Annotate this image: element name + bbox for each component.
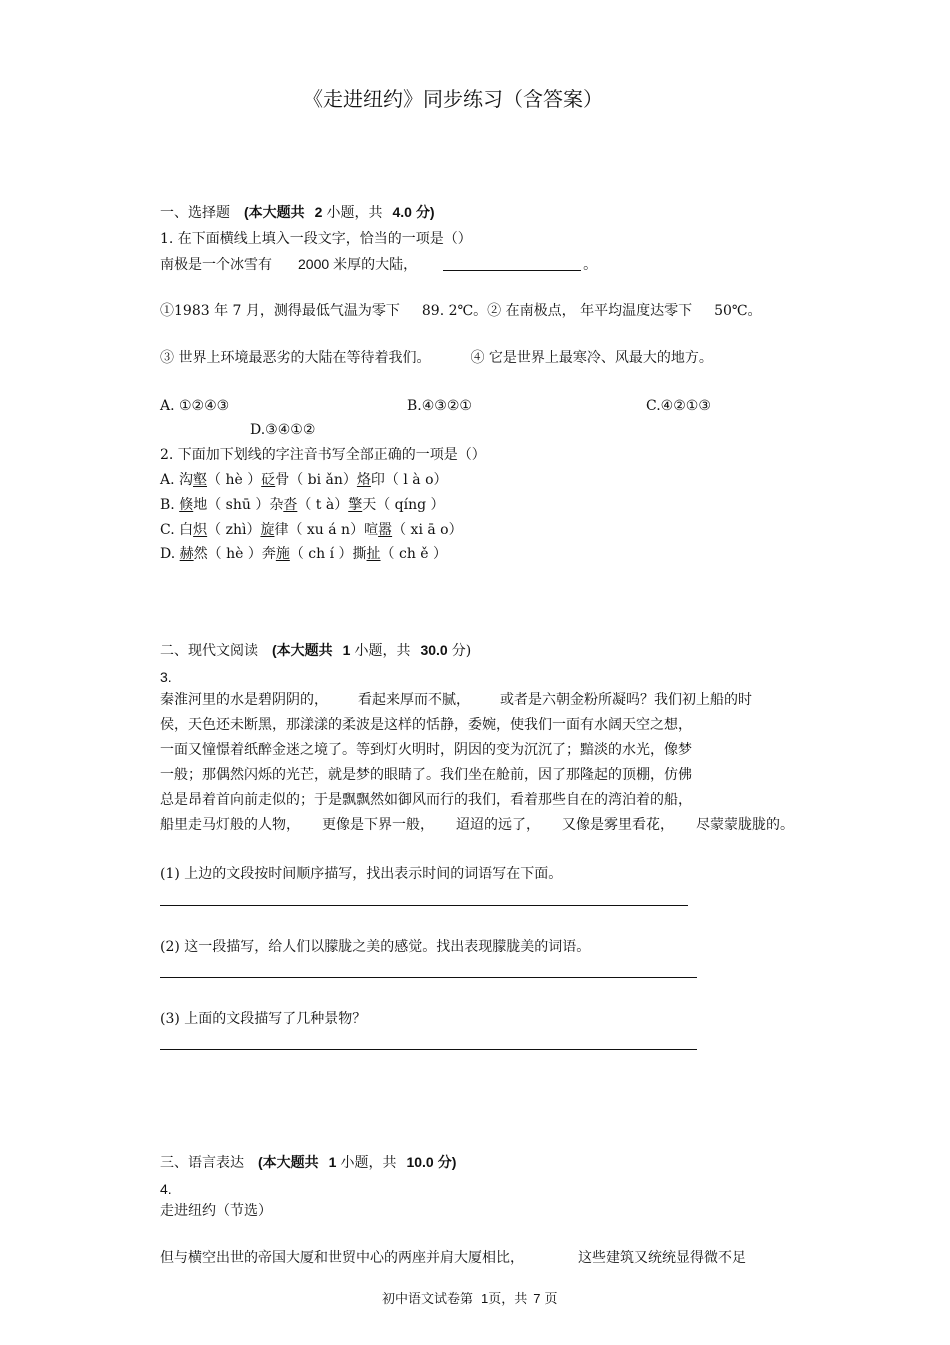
q1-option-a: A. ①②④③ <box>160 398 230 414</box>
q1-context-num: 2000 <box>298 256 330 272</box>
q2-b-underlined-2: 沓 <box>283 497 298 513</box>
q3-passage-line-6 <box>160 816 794 834</box>
q2-c-mid-1: （ zhì） <box>207 522 261 538</box>
q2-b-mid-3: 天（ qíng ） <box>362 497 445 513</box>
section-1-info-c: 分) <box>415 204 435 220</box>
q2-a-underlined-2: 砭 <box>261 472 276 488</box>
footer-page-number: 1 <box>481 1291 489 1306</box>
q3-passage-line-5: 总是昂着首向前走似的；于是飘飘然如御风而行的我们，看着那些自在的湾泊着的船， <box>160 792 692 808</box>
q3-p6-e: 尽蒙蒙胧胧的。 <box>696 817 794 833</box>
q3-p6-a: 船里走马灯般的人物， <box>160 817 300 833</box>
q2-d-mid-1: 然（ hè ）奔 <box>193 546 276 562</box>
page-footer <box>382 1290 558 1309</box>
section-3-info-c: 分) <box>437 1154 457 1170</box>
q2-stem: 2. 下面加下划线的字注音书写全部正确的一项是（） <box>160 447 486 463</box>
q3-sub-question-2: (2) 这一段描写，给人们以朦胧之美的感觉。找出表现朦胧美的词语。 <box>160 939 591 955</box>
q2-d-underlined-2: 施 <box>275 546 290 562</box>
section-heading-3 <box>160 1153 456 1172</box>
q2-d-underlined-3: 扯 <box>366 546 381 562</box>
q3-answer-line-2 <box>160 977 697 978</box>
footer-label-b: 页，共 <box>488 1292 528 1307</box>
q1-s1-b: 89. 2℃。② 在南极点， 年平均温度达零下 <box>421 303 693 319</box>
q1-sentence-row-1 <box>160 302 762 320</box>
q2-b-underlined-1: 倏 <box>179 497 194 513</box>
q4-number: 4. <box>160 1181 172 1197</box>
q3-number: 3. <box>160 669 172 685</box>
q2-b-mid-1: 地（ shū ）杂 <box>193 497 284 513</box>
section-3-label: 三、语言表达 <box>160 1155 244 1171</box>
q4-p1-a: 但与横空出世的帝国大厦和世贸中心的两座并肩大厦相比， <box>160 1250 524 1266</box>
q1-s2-a: ③ 世界上环境最恶劣的大陆在等待着我们。 <box>160 350 431 366</box>
q1-context <box>160 255 597 274</box>
q4-passage-line-1 <box>160 1249 746 1267</box>
section-3-count: 1 <box>328 1154 337 1170</box>
footer-label-c: 页 <box>544 1292 558 1307</box>
q3-p1-c: 或者是六朝金粉所凝吗？我们初上船的时 <box>500 692 752 708</box>
q3-p6-b: 更像是下界一般， <box>322 817 434 833</box>
q2-d-mid-2: （ ch í ）撕 <box>289 546 367 562</box>
q2-option-c <box>160 521 463 539</box>
q3-sub-question-3: (3) 上面的文段描写了几种景物？ <box>160 1011 367 1027</box>
q1-s1-c: 50℃。 <box>714 303 762 319</box>
q2-b-mid-2: （ t à） <box>297 497 349 513</box>
q3-passage-line-3: 一面又憧憬着纸醉金迷之境了。等到灯火明时，阴因的变为沉沉了；黯淡的水光，像梦 <box>160 742 692 758</box>
q2-option-d <box>160 545 447 563</box>
q1-stem: 1. 在下面横线上填入一段文字，恰当的一项是（） <box>160 231 472 247</box>
section-2-info-a: (本大题共 <box>272 642 333 658</box>
section-2-score: 30.0 <box>420 642 448 658</box>
section-2-count: 1 <box>342 642 351 658</box>
q2-a-mid-1: （ hè ） <box>207 472 262 488</box>
q1-option-d: D.③④①② <box>250 422 316 438</box>
q1-context-end: 。 <box>583 257 598 273</box>
q3-passage-line-1 <box>160 691 752 709</box>
page-title: 《走进纽约》同步练习（含答案） <box>303 87 603 111</box>
q2-a-mid-2: 骨（ bi ǎn） <box>275 472 357 488</box>
q2-d-underlined-1: 赫 <box>179 546 194 562</box>
q2-a-underlined-3: 烙 <box>356 472 371 488</box>
q2-c-underlined-3: 嚣 <box>378 522 393 538</box>
q2-option-a <box>160 471 448 489</box>
q3-p1-a: 秦淮河里的水是碧阴阴的， <box>160 692 328 708</box>
section-1-info-b: 小题，共 <box>326 205 383 221</box>
q2-b-underlined-3: 擎 <box>348 497 363 513</box>
footer-total-pages: 7 <box>533 1291 541 1306</box>
section-2-info-c: 分) <box>451 643 472 659</box>
q2-c-pre: C. 白 <box>160 522 194 538</box>
q2-d-pre: D. <box>160 546 180 562</box>
q3-sub-question-1: (1) 上边的文段按时间顺序描写，找出表示时间的词语写在下面。 <box>160 866 563 882</box>
q3-passage-line-2: 侯，天色还未断黑，那漾漾的柔波是这样的恬静，委婉，使我们一面有水阔天空之想， <box>160 717 692 733</box>
section-3-score: 10.0 <box>406 1154 434 1170</box>
q3-p6-c: 迢迢的远了， <box>456 817 540 833</box>
section-heading-1 <box>160 203 435 222</box>
q2-c-mid-2: 律（ xu á n）喧 <box>274 522 379 538</box>
q4-p1-b: 这些建筑又统统显得微不足 <box>578 1250 746 1266</box>
q2-c-mid-3: （ xi ā o） <box>392 522 463 538</box>
section-2-info-b: 小题，共 <box>354 643 411 659</box>
section-heading-2 <box>160 641 471 660</box>
q2-a-pre: A. 沟 <box>160 472 194 488</box>
q2-c-underlined-1: 炽 <box>193 522 208 538</box>
q1-context-b: 米厚的大陆， <box>333 257 418 273</box>
q2-b-pre: B. <box>160 497 180 513</box>
q1-context-a: 南极是一个冰雪有 <box>160 257 272 273</box>
q3-p1-b: 看起来厚而不腻， <box>358 692 470 708</box>
section-1-score: 4.0 <box>392 204 412 220</box>
q2-a-mid-3: 印（ l à o） <box>370 472 448 488</box>
section-3-info-b: 小题，共 <box>340 1155 397 1171</box>
section-1-count: 2 <box>314 204 323 220</box>
q1-s1-a: ①1983 年 7 月，测得最低气温为零下 <box>160 303 400 319</box>
q1-sentence-row-2 <box>160 349 713 367</box>
q1-s2-b: ④ 它是世界上最寒冷、风最大的地方。 <box>470 350 713 366</box>
q4-subtitle: 走进纽约（节选） <box>160 1203 272 1219</box>
q2-c-underlined-2: 旋 <box>260 522 275 538</box>
section-1-label: 一、选择题 <box>160 205 230 221</box>
q2-a-underlined-1: 壑 <box>193 472 208 488</box>
footer-label-a: 初中语文试卷第 <box>382 1292 474 1307</box>
q2-d-mid-3: （ ch ě ） <box>380 546 448 562</box>
section-2-label: 二、现代文阅读 <box>160 643 258 659</box>
q3-passage-line-4: 一般；那偶然闪烁的光芒，就是梦的眼睛了。我们坐在舱前，因了那隆起的顶棚，仿佛 <box>160 767 692 783</box>
section-3-info-a: (本大题共 <box>258 1154 319 1170</box>
q2-option-b <box>160 496 445 514</box>
q3-answer-line-1 <box>160 905 688 906</box>
q1-answer-blank <box>443 256 581 271</box>
q1-option-c: C.④②①③ <box>646 398 711 414</box>
q3-p6-d: 又像是雾里看花， <box>562 817 674 833</box>
q1-option-b: B.④③②① <box>407 398 472 414</box>
section-1-info-a: (本大题共 <box>244 204 305 220</box>
q3-answer-line-3 <box>160 1049 697 1050</box>
